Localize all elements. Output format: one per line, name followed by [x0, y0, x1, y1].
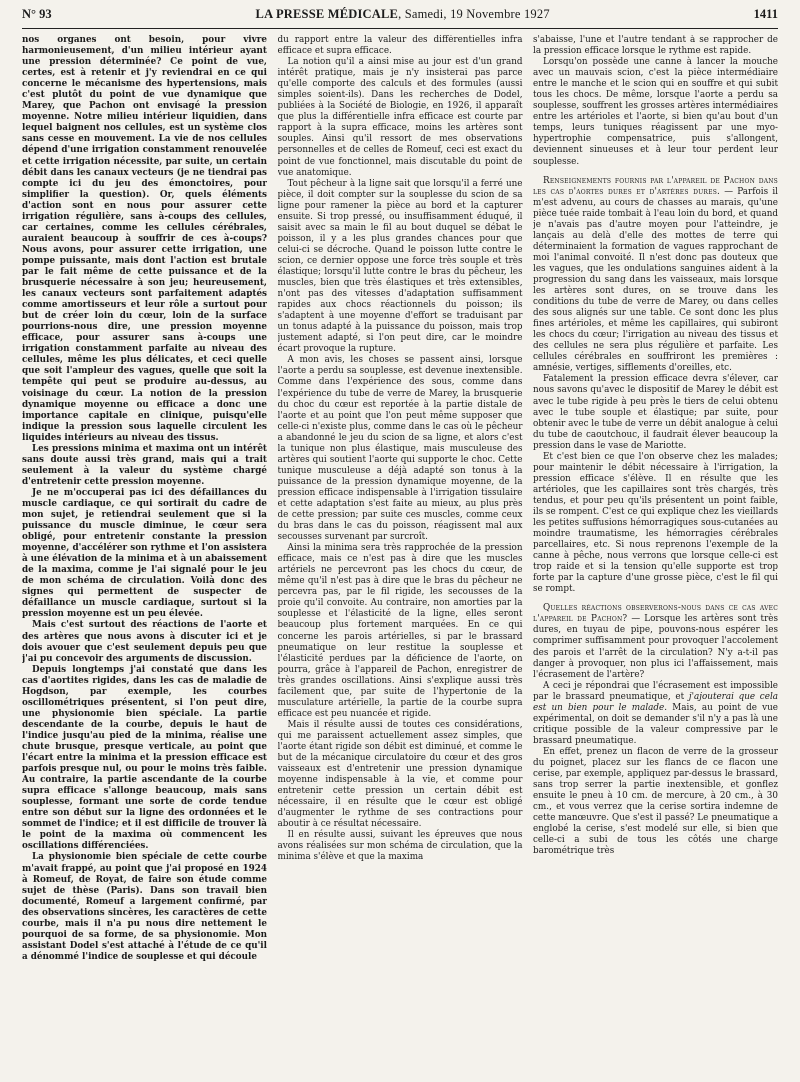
paragraph-text: — Parfois il m'est advenu, au cours de chasses au marais, qu'une pièce tuée raide tombait à l'eau loin du bord, et quand je n'avais pas d'autre moyen pour l'atteindre, je lançais au delà d'elle des mottes de terre qui déterminaient la formation de vagues rapprochant de moi l'animal convoité. Il n'est donc pas douteux que les vagues, que les ondulations sanguines aident à la progression du sang dans les vaisseaux, mais lorsque les artères sont dures, on se trouve dans les conditions du tube de verre de Marey, ou dans celles des sous alignés sur une table. Ce sont donc les plus fines artérioles, et même les capillaires, qui subiront les chocs du cœur; l'irrigation au niveau des tissus et des cellules ne sera plus régulière et parfaite. Les cellules cérébrales en souffriront les premières : amnésie, vertiges, sifflements d'oreilles, etc. [533, 186, 778, 374]
paragraph: Mais il résulte aussi de toutes ces considérations, qui me paraissent actuellement assez simples, que l'aorte étant rigide son débit est diminué, et comme le but de la mécanique circulatoire du cœur et des gros vaisseaux est d'entretenir une pression dynamique moyenne indispensable à la vie, et comme pour entretenir cette pression un certain débit est nécessaire, il en résulte que le cœur est obligé d'augmenter le rythme de ses contractions pour aboutir à ce résultat nécessaire. [277, 719, 523, 830]
journal-title: LA PRESSE MÉDICALE [255, 6, 399, 21]
spacer [533, 168, 778, 176]
paragraph-text: Mais, au point de vue expérimental, on doit se demander s'il n'y a pas là une critique possible de la valeur compressive par le brassard pneumatique. [533, 702, 778, 746]
paragraph-text: A ceci je répondrai que l'écrasement est impossible par le brassard pneumatique, et [533, 680, 778, 702]
section-paragraph [533, 603, 778, 680]
paragraph: Et c'est bien ce que l'on observe chez les malades; pour maintenir le débit nécessaire à l'irrigation, la pression efficace s'élève. Il en résulte que les artérioles, que les capillaires sont très chargés, très tendus, et pour peu qu'ils présentent un point faible, ils se rompent. C'est ce qui explique chez les vieillards les petites suffusions hémorragiques sous-cutanées au moindre traumatisme, les hémorragies cérébrales parcellaires, etc. Si nous reprenons l'exemple de la canne à pêche, nous verrons que lorsque celle-ci est trop raide et si la tension qu'elle supporte est trop forte par la capture d'une grosse pièce, c'est le fil qui se rompt. [533, 451, 778, 595]
spacer [533, 595, 778, 603]
paragraph: s'abaisse, l'une et l'autre tendant à se rapprocher de la pression efficace lorsque le rythme est rapide. [533, 35, 778, 57]
paragraph: Les pressions minima et maxima ont un intérêt sans doute aussi très grand, mais qui a trait seulement à la valeur du système chargé d'entretenir cette pression moyenne. [22, 443, 267, 487]
section-paragraph [533, 176, 778, 375]
paragraph: Depuis longtemps j'ai constaté que dans les cas d'aortites rigides, dans les cas de maladie de Hogdson, par exemple, les courbes oscillométriques présentent, si l'on peut dire, une physionomie bien spéciale. La partie descendante de la courbe, depuis le haut de l'indice jusqu'au pied de la minima, réalise une chute brusque, presque verticale, au point que l'écart entre la minima et la pression efficace est parfois presque nul, ou pour le moins très faible. Au contraire, la partie ascendante de la courbe supra efficace s'allonge beaucoup, mais sans souplesse, formant une sorte de corde tendue entre son début sur la ligne des ordonnées et le sommet de l'indice; et il est difficile de trouver là le point de la maxima où commencent les oscillations différenciées. [22, 664, 267, 852]
column-1 [22, 35, 267, 1075]
publication-date: , Samedi, 19 Novembre 1927 [398, 6, 550, 21]
column-3 [533, 35, 778, 1075]
masthead [256, 7, 550, 22]
paragraph: Fatalement la pression efficace devra s'élever, car nous savons qu'avec le dispositif de Marey le débit est avec le tube rigide à peu près le tiers de celui obtenu avec le tube souple et élastique; par suite, pour obtenir avec le tube de verre un débit analogue à celui du tube de caoutchouc, il faudrait élever beaucoup la pression dans le vase de Mariotte. [533, 374, 778, 451]
paragraph: A mon avis, les choses se passent ainsi, lorsque l'aorte a perdu sa souplesse, est devenue inextensible. Comme dans l'expérience des sous, comme dans l'expérience du tube de verre de Marey, la brusquerie du choc du cœur est reportée à la partie distale de l'aorte et au point que l'on peut même supposer que celle-ci n'existe plus, comme dans le cas où le pêcheur a abandonné le jeu du scion de sa ligne, et alors c'est la tunique non plus élastique, mais musculeuse des artères qui soutient l'aorte qui supporte le choc. Cette tunique musculeuse a déjà adapté son tonus à la puissance de la pression dynamique moyenne, de la pression efficace indispensable à l'irrigation tissulaire et cette adaptation s'est faite au mieux, au plus près de cette pression; par suite ces muscles, comme ceux du bras dans le cas du poisson, réagissent mal aux secousses survenant par surcroît. [277, 355, 523, 543]
paragraph-text: — Lorsque les artères sont très dures, en tuyau de pipe, pouvons-nous espérer les comprimer suffisamment pour provoquer l'accolement des parois et l'arrêt de la circulation? N'y a-t-il pas danger à provoquer, non plus ici l'affaissement, mais l'écrasement de l'artère? [533, 614, 778, 680]
paragraph: nos organes ont besoin, pour vivre harmonieusement, d'un milieu intérieur ayant une pression déterminée? Ce point de vue, certes, est à retenir et j'y reviendrai en ce qui concerne le mécanisme des hypertensions, mais c'est plutôt du point de vue dynamique que Marey, que Pachon ont envisagé la pression moyenne. Notre milieu intérieur liquidien, dans lequel baignent nos cellules, est un système clos sans cesse en mouvement. La vie de nos cellules dépend d'une irrigation constamment renouvelée et cette irrigation nécessite, par suite, un certain débit dans les canaux vecteurs (je ne tiendrai pas compte ici du jeu des émonctoires, pour simplifier la question). Or, quels éléments d'action sont en nous pour assurer cette irrigation régulière, sans à-coups des cellules, car certaines, comme les cellules cérébrales, auraient beaucoup à souffrir de ces à-coups? Nous avons, pour assurer cette irrigation, une pompe puissante, mais dont l'action est brutale par le fait même de cette puissance et de la brusquerie nécessaire à son jeu; heureusement, les canaux vecteurs sont parfaitement adaptés comme amortisseurs et leur rôle a surtout pour but de créer loin du cœur, loin de la surface pourrions-nous dire, une pression moyenne efficace, pour assurer sans à-coups une irrigation constamment parfaite au niveau des cellules, même les plus délicates, et ceci quelle que soit l'ampleur des vagues, quelle que soit la tempête qui peut se produire au-dessus, au voisinage du cœur. La notion de la pression dynamique moyenne ou efficace a donc une importance capitale en clinique, puisqu'elle indique la pression sous laquelle circulent les liquides intérieurs au niveau des tissus. [22, 35, 267, 443]
paragraph: La notion qu'il a ainsi mise au jour est d'un grand intérêt pratique, mais je n'y insisterai pas parce qu'elle comporte des calculs et des formules (aussi simples soient-ils). Dans les recherches de Dodel, publiées à la Société de Biologie, en 1926, il apparaît que plus la différentielle infra efficace est courte par rapport à la supra efficace, moins les artères sont souples. Ainsi qu'il ressort de mes observations personnelles et de celles de Romeuf, ceci est exact du point de vue fonctionnel, mais discutable du point de vue anatomique. [277, 57, 523, 178]
section-heading: Quelles réactions observerons-nous dans ce cas avec l'appareil de Pachon? [533, 603, 778, 625]
issue-number: N° 93 [22, 6, 52, 21]
page-number: 1411 [753, 6, 778, 21]
text-columns [22, 35, 778, 1075]
italic-phrase: j'ajouterai que cela est un bien pour le malade. [533, 691, 778, 713]
paragraph [533, 681, 778, 747]
paragraph: La physionomie bien spéciale de cette courbe m'avait frappé, au point que j'ai proposé en 1924 à Romeuf, de Royat, de faire son étude comme sujet de thèse (Paris). Dans son travail bien documenté, Romeuf a largement confirmé, par des observations sincères, les caractères de cette courbe, mais il n'a pu nous dire nettement le pourquoi de sa forme, de sa physionomie. Mon assistant Dodel s'est attaché à l'étude de ce qu'il a dénommé l'indice de souplesse et qui découle [22, 852, 267, 962]
paragraph: Ainsi la minima sera très rapprochée de la pression efficace, mais ce n'est pas à dire que les muscles artériels ne percevront pas les chocs du cœur, de même qu'il n'est pas à dire que le bras du pêcheur ne percevra pas, par le fil rigide, les secousses de la proie qu'il convoite. Au contraire, non amorties par la souplesse et l'élasticité de la ligne, elles seront beaucoup plus fortement marquées. En ce qui concerne les parois artérielles, si par le brassard pneumatique on leur restitue la souplesse et l'élasticité perdues par la déficience de l'aorte, on pourra, grâce à l'appareil de Pachon, enregistrer de très grandes oscillations. Ainsi s'explique aussi très facilement que, par suite de l'hypertonie de la musculature artérielle, la partie de la courbe supra efficace est peu nuancée et rigide. [277, 543, 523, 719]
page-header [22, 0, 778, 29]
paragraph: Tout pêcheur à la ligne sait que lorsqu'il a ferré une pièce, il doit compter sur la souplesse du scion de sa ligne pour ramener la pièce au bord et la capturer ensuite. Si trop pressé, ou insuffisamment éduqué, il saisit avec sa main le fil au bout duquel se débat le poisson, il y a les plus grandes chances pour que celui-ci se décroche. Quand le poisson lutte contre le scion, ce dernier oppose une force très souple et très élastique; lorsqu'il lutte contre le bras du pêcheur, les muscles, bien que très élastiques et très extensibles, n'ont pas des vitesses d'adaptation suffisamment rapides aux chocs réactionnels du poisson; ils s'adaptent à une moyenne d'effort se traduisant par un tonus adapté à la puissance du poisson, mais trop justement adapté, si l'on peut dire, car le moindre écart provoque la rupture. [277, 178, 523, 355]
paragraph: En effet, prenez un flacon de verre de la grosseur du poignet, placez sur les flancs de ce flacon une cerise, par exemple, appliquez par-dessus le brassard, sans trop serrer la partie inextensible, et gonflez ensuite le pneu à 10 cm. de mercure, à 20 cm., à 30 cm., et vous verrez que la cerise sortira indemne de cette manœuvre. Que s'est il passé? Le pneumatique a englobé la cerise, s'est modelé sur elle, si bien que celle-ci a subi de tous les côtés une charge barométrique très [533, 746, 778, 857]
paragraph: Il en résulte aussi, suivant les épreuves que nous avons réalisées sur mon schéma de circulation, que la minima s'élève et que la maxima [277, 830, 523, 863]
paragraph: Mais c'est surtout des réactions de l'aorte et des artères que nous avons à discuter ici et je dois avouer que c'est seulement depuis peu que j'ai pu concevoir des arguments de discussion. [22, 620, 267, 664]
section-heading: Renseignements fournis par l'appareil de Pachon dans les cas d'aortes dures et d'artères dures. [533, 175, 778, 197]
paragraph: Lorsqu'on possède une canne à lancer la mouche avec un mauvais scion, c'est la pièce intermédiaire entre le manche et le scion qui en souffre et qui subit tous les chocs. De même, lorsque l'aorte a perdu sa souplesse, souffrent les grosses artères intermédiaires entre les artérioles et l'aorte, si bien qu'au bout d'un temps, leurs tuniques réagissent par une myo-hypertrophie compensatrice, puis s'allongent, deviennent sinueuses et à leur tour perdent leur souplesse. [533, 57, 778, 167]
paragraph: du rapport entre la valeur des différentielles infra efficace et supra efficace. [277, 35, 523, 57]
column-2 [278, 35, 523, 1075]
paragraph: Je ne m'occuperai pas ici des défaillances du muscle cardiaque, ce qui sortirait du cadre de mon sujet, je retiendrai seulement que si la puissance du muscle diminue, le cœur sera obligé, pour entretenir constante la pression moyenne, d'accélérer son rythme et l'on assistera à une élévation de la minima et à un abaissement de la maxima, comme je l'ai signalé pour le jeu de mon schéma de circulation. Voilà donc des signes qui permettent de suspecter de défaillance un muscle cardiaque, surtout si la pression moyenne est un peu élevée. [22, 487, 267, 620]
